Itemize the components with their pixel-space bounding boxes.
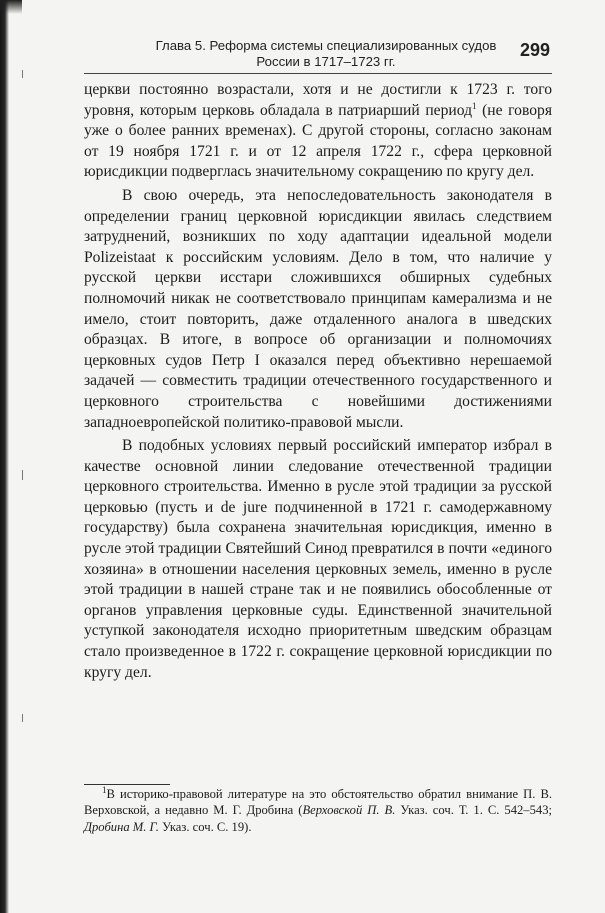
footnote-ref-verkhovskoy: Верховской П. В. bbox=[302, 803, 396, 818]
footnote-1 bbox=[84, 786, 552, 835]
paragraph-1-text: церкви постоянно возрастали, хотя и не достигли к 1723 г. того уровня, которым церковь обладала в патриарший период bbox=[84, 81, 552, 119]
running-title bbox=[150, 38, 502, 70]
page-header bbox=[150, 38, 550, 70]
paragraph-1 bbox=[84, 80, 552, 183]
footnote-text-b: Указ. соч. Т. 1. С. 542–543; bbox=[395, 803, 552, 818]
scan-corner-shadow bbox=[0, 0, 22, 14]
footnote-ref-1: 1 bbox=[472, 100, 477, 111]
footnote-text-c: Указ. соч. С. 19). bbox=[158, 819, 252, 834]
footnote bbox=[84, 786, 552, 835]
paragraph-2: В свою очередь, эта непоследовательность законодателя в определении границ церковной юрисдикции явилась следствием затруднений, возникших по ходу адаптации идеальной модели Polizeistaat к российским условиям. Дело в том, что наличие у русской церкви исстари сложившихся обширных судебных полномочий никак не соответствовало принципам камерализма и не имело, стоит повторить, даже отдаленного аналога в шведских образцах. В итоге, в вопросе об организации и полномочиях церковных судов Петр I оказался перед объективно нерешаемой задачей — совместить традиции отечественного государственного и церковного строительства с новейшими достижениями западноевропейской политико-правовой мысли. bbox=[84, 186, 552, 431]
paragraph-3: В подобных условиях первый российский император избрал в качестве основной линии следование отечественной традиции церковного строительства. Именно в русле этой традиции за русской церковью (пусть и de jure подчиненной в 1721 г. самодержавному государству) была сохранена значительная юрисдикция, именно в русле этой традиции Святейший Синод превратился в почти «единого хозяина» в отношении населения церковных земель, именно в русле этой традиции в нашей стране так и не появились обособленные от органов управления церковные суды. Единственной значительной уступкой законодателя исходно приоритетным шведским образцам стало произведенное в 1722 г. сокращение церковной юрисдикции по кругу дел. bbox=[84, 437, 552, 681]
footnote-text-a: В историко-правовой литературе на это обстоятельство обратил внимание П. В. Верховской, а недавно М. Г. Дробина ( bbox=[84, 787, 552, 818]
header-rule bbox=[84, 73, 552, 74]
scan-edge-shadow bbox=[0, 0, 9, 913]
footnote-mark: 1 bbox=[102, 784, 107, 795]
paragraph-1-tail: (не говоря уже о более ранних временах). С другой стороны, согласно законам от 19 ноября 1721 г. и от 12 апреля 1722 г., сфера церковной юрисдикции подверглась значительному сокращению по кругу дел. bbox=[84, 101, 552, 181]
running-title-line1: Глава 5. Реформа системы специализированных судов bbox=[155, 38, 497, 53]
footnote-ref-drobina: Дробина М. Г. bbox=[84, 819, 159, 834]
scan-speck bbox=[22, 714, 23, 722]
main-text bbox=[84, 80, 552, 683]
scan-speck bbox=[22, 70, 23, 78]
page-number: 299 bbox=[519, 40, 550, 60]
scan-speck bbox=[22, 470, 23, 480]
footnote-rule bbox=[84, 784, 170, 785]
running-title-line2: России в 1717–1723 гг. bbox=[256, 54, 396, 69]
